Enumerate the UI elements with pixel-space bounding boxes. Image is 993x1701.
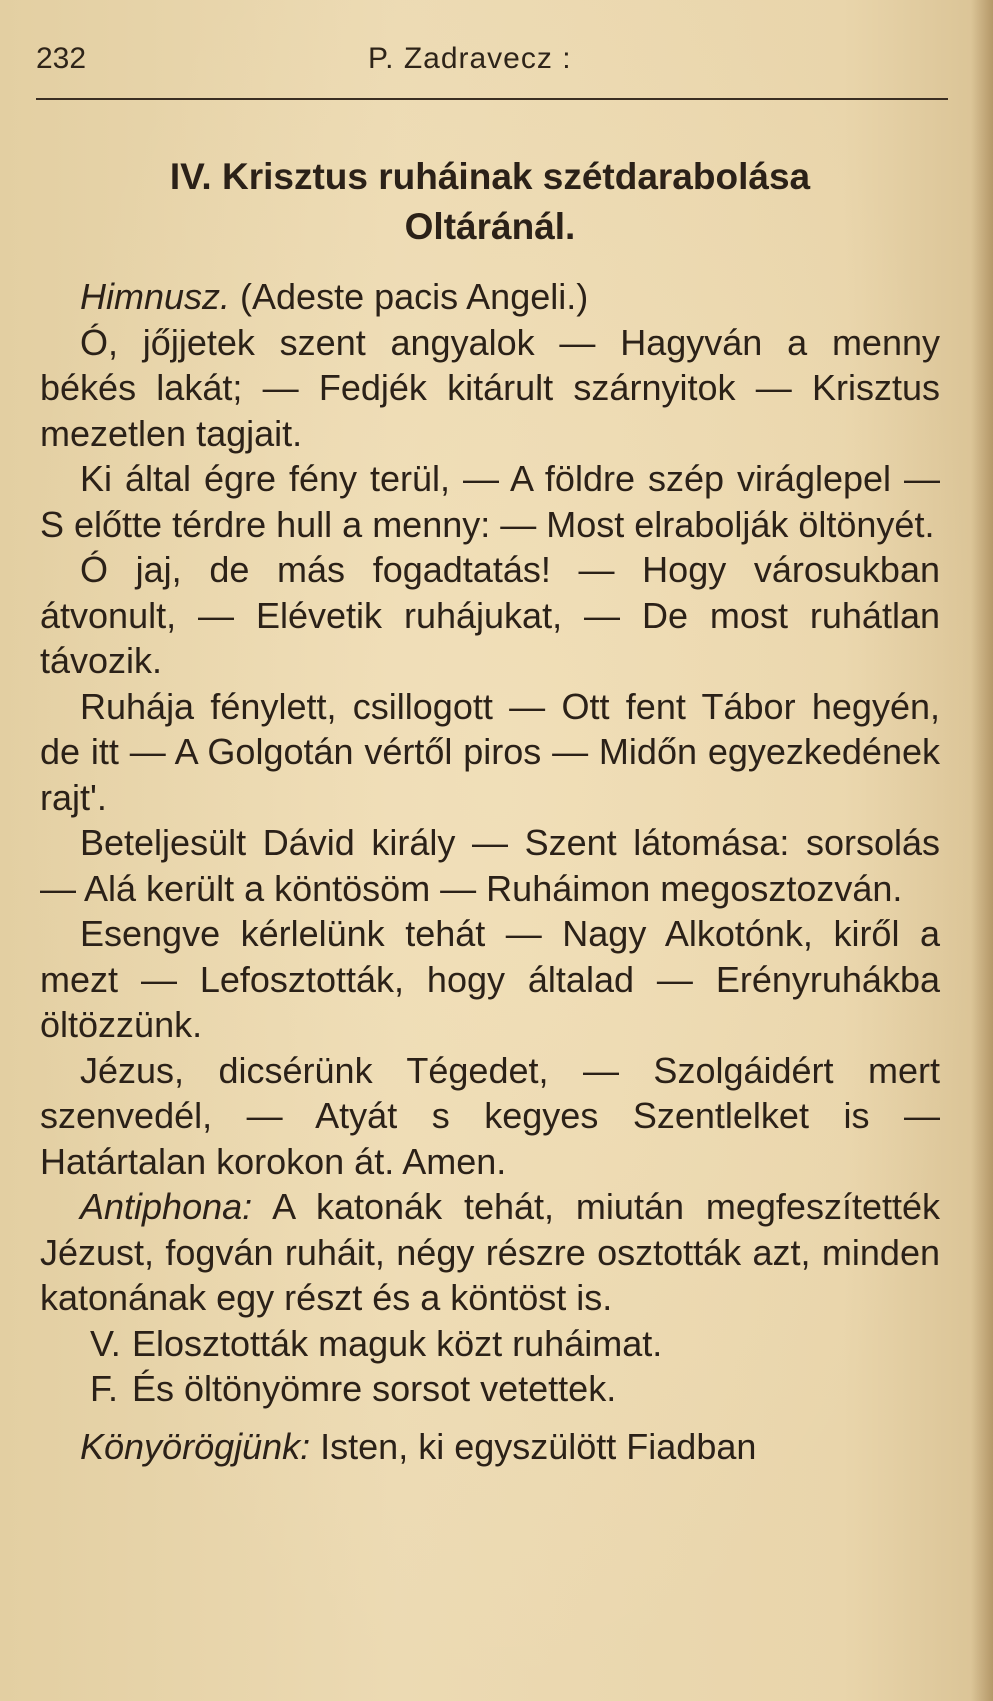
hymn-subtitle: (Adeste pacis Angeli.)	[230, 276, 589, 317]
versicle-mark: V.	[90, 1322, 121, 1364]
antiphon-label: Antiphona:	[80, 1186, 253, 1227]
prayer-label: Könyörögjünk:	[80, 1425, 311, 1467]
prayer-text: Isten, ki egyszülött Fiadban	[310, 1425, 757, 1467]
spacer	[40, 1412, 940, 1424]
section-heading-line-1: IV. Krisztus ruháinak szétdarabolása	[169, 156, 811, 197]
prayer	[40, 1424, 940, 1470]
versicle	[40, 1321, 940, 1367]
hymn-stanza: Ruhája fénylett, csillogott — Ott fent Tábor hegyén, de itt — A Golgotán vértől piros — Midőn egyezkedének rajt'.	[40, 685, 940, 818]
page-edge-shadow	[971, 0, 993, 1701]
hymn-stanza: Ó, jőjjetek szent angyalok — Hagyván a menny békés lakát; — Fedjék kitárult szárnyitok — Krisztus mezetlen tagjait.	[40, 321, 940, 454]
response	[40, 1366, 940, 1412]
hymn-label: Himnusz.	[80, 276, 231, 317]
page-header	[36, 42, 946, 92]
versicle-text: Elosztották maguk közt ruháimat.	[132, 1322, 663, 1364]
running-title: P. Zadravecz :	[368, 42, 572, 75]
hymn-stanza: Esengve kérlelünk tehát — Nagy Alkotónk, kiről a mezt — Lefosztották, hogy általad — Erényruhákba öltözzünk.	[40, 913, 940, 1045]
antiphon	[40, 1184, 940, 1321]
response-text: És öltönyömre sorsot vetettek.	[132, 1368, 617, 1409]
page-number: 232	[36, 42, 87, 75]
section-heading-line-2: Oltáránál.	[404, 206, 576, 247]
hymn-stanza: Jézus, dicsérünk Tégedet, — Szolgáidért mert szenvedél, — Atyát s kegyes Szentlelket is — Határtalan korokon át. Amen.	[40, 1049, 940, 1182]
hymn-stanza: Beteljesült Dávid király — Szent látomása: sorsolás — Alá került a köntösöm — Ruháimon megosztozván.	[40, 822, 940, 909]
response-mark: F.	[90, 1368, 119, 1409]
hymn-title	[40, 274, 940, 320]
antiphon-text: A katonák tehát, miután megfeszítették Jézust, fogván ruháit, négy részre osztották azt, minden katonának egy részt és a köntöst is.	[40, 1186, 940, 1318]
hymn-stanza: Ó jaj, de más fogadtatás! — Hogy városukban átvonult, — Elévetik ruhájukat, — De most ruhátlan távozik.	[40, 549, 940, 681]
hymn-stanza: Ki által égre fény terül, — A földre szép viráglepel — S előtte térdre hull a menny: — Most elrabolják öltönyét.	[40, 458, 940, 545]
section-heading	[50, 152, 930, 252]
page-body	[40, 274, 940, 1469]
header-rule	[36, 98, 948, 100]
